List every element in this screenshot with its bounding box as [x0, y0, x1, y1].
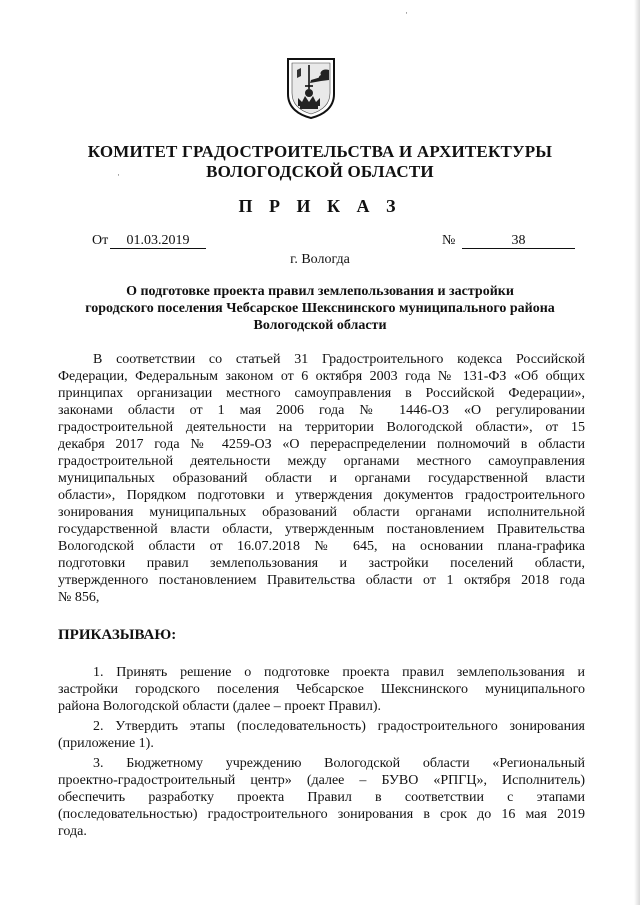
preamble-line: законами области от 1 мая 2006 года № 1446-ОЗ «О регулировании — [58, 403, 585, 418]
item-line: застройки городского поселения Чебсарское Шекснинского муниципального — [58, 682, 585, 697]
preamble-line: градостроительной деятельности между органами местного самоуправления — [58, 454, 585, 469]
preamble-line: В соответствии со статьей 31 Градостроительного кодекса Российской — [93, 352, 585, 367]
organization-region: ВОЛОГОДСКОЙ ОБЛАСТИ — [206, 162, 434, 181]
item-line: 3. Бюджетному учреждению Вологодской области «Региональный — [93, 756, 585, 771]
item-line: года. — [58, 824, 87, 839]
document-date: 01.03.2019 — [110, 233, 206, 249]
city: г. Вологда — [290, 252, 350, 267]
preamble-line: области», Порядком подготовки и утверждения документов градостроительного — [58, 488, 585, 503]
item-line: 2. Утвердить этапы (последовательность) градостроительного зонирования — [93, 719, 585, 734]
item-line: (приложение 1). — [58, 736, 154, 751]
preamble-line: № 856, — [58, 590, 100, 605]
preamble-line: градостроительной деятельности на территории Вологодской области», от 15 — [58, 420, 585, 435]
preamble-line: государственной власти области, утвержденным постановлением Правительства — [58, 522, 585, 537]
item-line: (последовательностью) градостроительного зонирования в срок до 16 мая 2019 — [58, 807, 585, 822]
preamble-line: муниципальных образований области и органами государственной власти — [58, 471, 585, 486]
subject-line: О подготовке проекта правил землепользования и застройки — [126, 284, 514, 299]
preamble-line: Федерации, Федеральным законом от 6 октября 2003 года № 131-ФЗ «Об общих — [58, 369, 585, 384]
number-label: № — [442, 233, 456, 248]
item-line: района Вологодской области (далее – проект Правил). — [58, 699, 381, 714]
scan-speck: · — [405, 8, 408, 18]
preamble-line: зонирования муниципальных образований области органами исполнительной — [58, 505, 585, 520]
item-line: обеспечить разработку проекта Правил в соответствии с этапами — [58, 790, 585, 805]
date-label: От — [92, 233, 109, 248]
subject-line: городского поселения Чебсарское Шекснинского муниципального района — [85, 301, 555, 316]
document-number: 38 — [462, 233, 575, 249]
item-line: проектно-градостроительный центр» (далее – БУВО «РПГЦ», Исполнитель) — [58, 773, 585, 788]
directive-heading: ПРИКАЗЫВАЮ: — [58, 627, 177, 643]
organization-name: КОМИТЕТ ГРАДОСТРОИТЕЛЬСТВА И АРХИТЕКТУРЫ — [87, 142, 553, 161]
coat-of-arms-icon — [285, 56, 337, 120]
document-type-title: П Р И К А З — [238, 196, 402, 216]
preamble-line: декабря 2017 года № 4259-ОЗ «О перераспределении полномочий в области — [58, 437, 585, 452]
preamble-line: Вологодской области от 16.07.2018 № 645, на основании плана-графика — [58, 539, 585, 554]
preamble-line: утвержденного постановлением Правительства области от 1 октября 2018 года — [58, 573, 585, 588]
subject-line: Вологодской области — [253, 318, 387, 333]
preamble-line: подготовки правил землепользования и застройки поселений области, — [58, 556, 585, 571]
scan-speck: · — [117, 170, 120, 180]
preamble-line: принципах организации местного самоуправления в Российской Федерации», — [58, 386, 585, 401]
scan-edge — [634, 0, 640, 905]
item-line: 1. Принять решение о подготовке проекта правил землепользования и — [93, 665, 585, 680]
